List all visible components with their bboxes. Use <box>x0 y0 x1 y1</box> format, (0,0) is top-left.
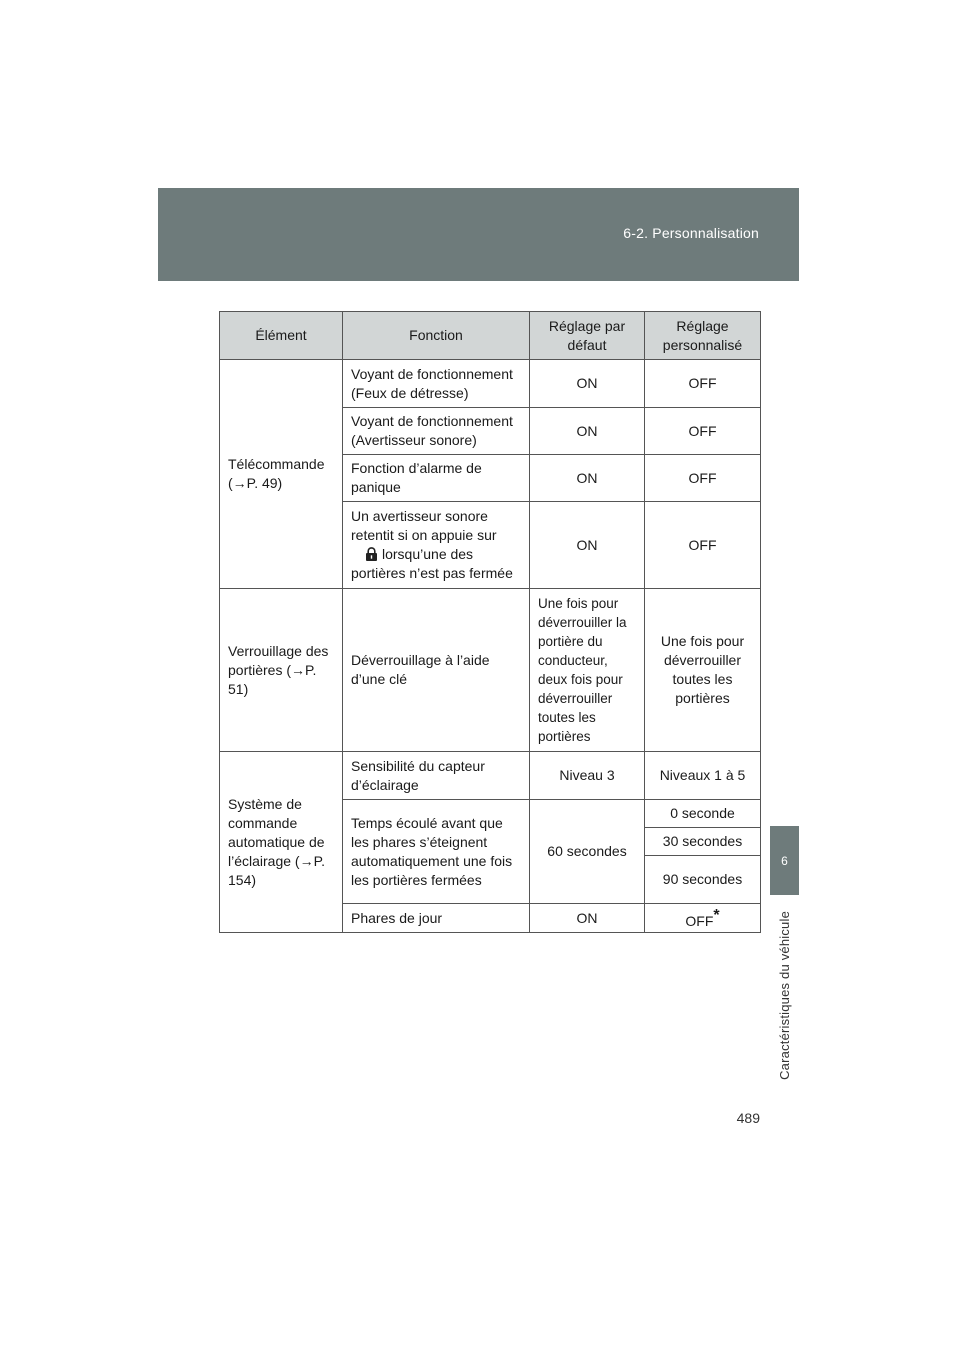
table-header-row <box>220 312 761 360</box>
default-cell: Une fois pour déverrouiller la portière du conducteur, deux fois pour déverrouiller toutes les portières <box>530 589 645 752</box>
custom-option-cell: 90 secondes <box>645 856 761 904</box>
custom-cell: OFF <box>645 408 761 455</box>
custom-value: OFF <box>685 912 714 929</box>
function-text-after-icon: lorsqu’une des portières n’est pas fermée <box>351 546 513 581</box>
function-cell: Déverrouillage à l’aide d’une clé <box>343 589 530 752</box>
custom-cell <box>645 904 761 933</box>
element-remote-control: Télécommande (→P. 49) <box>220 360 343 589</box>
function-cell <box>343 502 530 589</box>
default-cell: 60 secondes <box>530 800 645 904</box>
default-cell: ON <box>530 360 645 408</box>
custom-option-cell: 0 seconde <box>645 800 761 828</box>
lock-icon <box>365 547 378 561</box>
default-cell: ON <box>530 455 645 502</box>
default-cell: ON <box>530 408 645 455</box>
function-cell: Phares de jour <box>343 904 530 933</box>
custom-cell: OFF <box>645 360 761 408</box>
table-row <box>220 360 761 408</box>
chapter-label-container <box>770 900 799 1090</box>
header-function: Fonction <box>343 312 530 360</box>
function-cell: Voyant de fonctionnement (Feux de détresse) <box>343 360 530 408</box>
customization-table <box>219 311 761 933</box>
custom-cell: OFF <box>645 502 761 589</box>
section-header <box>158 188 799 281</box>
page-number: 489 <box>736 1110 760 1126</box>
element-auto-lighting: Système de commande automatique de l’éclairage (→P. 154) <box>220 752 343 933</box>
custom-cell: Une fois pour déverrouiller toutes les portières <box>645 589 761 752</box>
table-row <box>220 752 761 800</box>
function-text-before-icon: Un avertisseur sonore retentit si on appuie sur <box>351 508 497 543</box>
custom-option-cell: 30 secondes <box>645 828 761 856</box>
element-door-lock: Verrouillage des portières (→P. 51) <box>220 589 343 752</box>
function-cell: Sensibilité du capteur d’éclairage <box>343 752 530 800</box>
custom-cell: Niveaux 1 à 5 <box>645 752 761 800</box>
section-title: 6-2. Personnalisation <box>623 225 759 241</box>
default-cell: ON <box>530 502 645 589</box>
chapter-tab <box>770 826 799 895</box>
footnote-mark: * <box>713 906 720 924</box>
function-cell: Fonction d’alarme de panique <box>343 455 530 502</box>
chapter-label: Caractéristiques du véhicule <box>777 910 792 1080</box>
function-cell: Temps écoulé avant que les phares s’éteignent automatiquement une fois les portières fermées <box>343 800 530 904</box>
default-cell: ON <box>530 904 645 933</box>
table-row <box>220 589 761 752</box>
chapter-number: 6 <box>781 853 788 868</box>
function-cell: Voyant de fonctionnement (Avertisseur sonore) <box>343 408 530 455</box>
custom-cell: OFF <box>645 455 761 502</box>
header-custom-setting: Réglage personnalisé <box>645 312 761 360</box>
header-element: Élément <box>220 312 343 360</box>
header-default-setting: Réglage par défaut <box>530 312 645 360</box>
default-cell: Niveau 3 <box>530 752 645 800</box>
